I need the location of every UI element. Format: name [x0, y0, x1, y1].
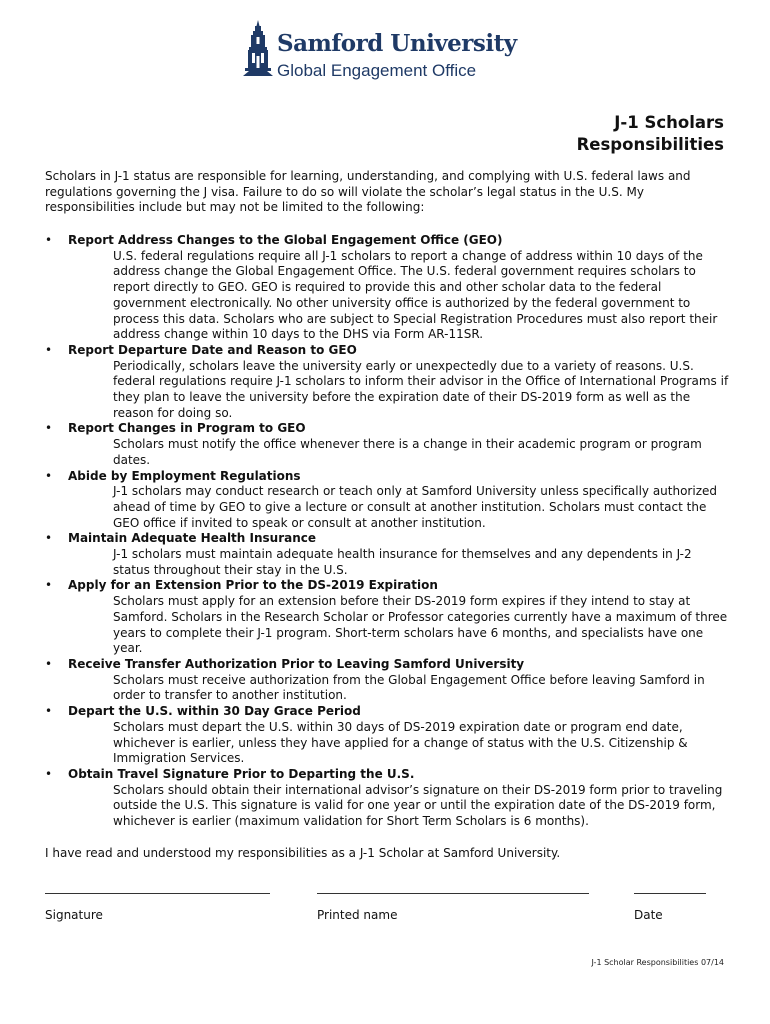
- bullet-icon: •: [45, 766, 53, 781]
- item-title: Report Departure Date and Reason to GEO: [68, 342, 357, 357]
- printed-name-line[interactable]: [317, 893, 589, 894]
- bullet-icon: •: [45, 578, 53, 593]
- date-label: Date: [634, 908, 663, 922]
- list-item: [45, 421, 730, 468]
- item-body: Scholars should obtain their international advisor’s signature on their DS-2019 form prior to traveling outside the U.S. This signature is valid for one year or until the expiration date of the DS-2019 form, whichever is earlier (maximum validation for Short Term Scholars is 6 months).: [113, 782, 723, 829]
- title-line-1: J-1 Scholars: [614, 113, 724, 132]
- document-title: [577, 112, 724, 156]
- footer: J-1 Scholar Responsibilities 07/14: [591, 958, 724, 967]
- item-title: Maintain Adequate Health Insurance: [68, 531, 317, 546]
- item-body: Scholars must apply for an extension before their DS-2019 form expires if they intend to stay at Samford. Scholars in the Research Scholar or Professor categories currently have a maximum of three years to complete their J-1 program. Short-term scholars have 6 months, and specialists have one year.: [113, 594, 728, 656]
- list-item: [45, 531, 730, 578]
- item-title: Abide by Employment Regulations: [68, 468, 301, 483]
- signature-label: Signature: [45, 908, 103, 922]
- item-body: Scholars must receive authorization from the Global Engagement Office before leaving Samford in order to transfer to another institution.: [113, 672, 705, 703]
- list-item: [45, 767, 730, 830]
- item-title: Apply for an Extension Prior to the DS-2019 Expiration: [68, 578, 438, 593]
- signature-line[interactable]: [45, 893, 270, 894]
- item-body: Scholars must notify the office whenever there is a change in their academic program or program dates.: [113, 437, 702, 467]
- item-title: Report Changes in Program to GEO: [68, 421, 306, 436]
- printed-name-label: Printed name: [317, 908, 398, 922]
- responsibilities-list: [45, 233, 730, 830]
- list-item: [45, 578, 730, 657]
- item-title: Depart the U.S. within 30 Day Grace Period: [68, 704, 361, 719]
- item-title: Receive Transfer Authorization Prior to Leaving Samford University: [68, 656, 525, 671]
- item-body: J-1 scholars must maintain adequate health insurance for themselves and any dependents in J-2 status throughout their stay in the U.S.: [113, 547, 692, 577]
- item-title: Obtain Travel Signature Prior to Departing the U.S.: [68, 766, 415, 781]
- title-line-2: Responsibilities: [576, 135, 724, 154]
- intro-paragraph: Scholars in J-1 status are responsible for learning, understanding, and complying with U.S. federal laws and regulations governing the J visa. Failure to do so will violate the scholar’s legal status in the U.S. My responsibilities include but may not be limited to the following:: [45, 169, 691, 215]
- tower-icon: [243, 20, 273, 78]
- bullet-icon: •: [45, 468, 53, 483]
- list-item: [45, 233, 730, 343]
- bullet-icon: •: [45, 656, 53, 671]
- bullet-icon: •: [45, 531, 53, 546]
- list-item: [45, 657, 730, 704]
- logo: [243, 20, 533, 80]
- list-item: [45, 469, 730, 532]
- list-item: [45, 343, 730, 422]
- bullet-icon: •: [45, 342, 53, 357]
- university-name: Samford University: [277, 30, 517, 57]
- office-name: Global Engagement Office: [277, 61, 477, 80]
- item-body: Scholars must depart the U.S. within 30 days of DS-2019 expiration date or program end date, whichever is earlier, unless they have applied for a change of status with the U.S. Citizenship & Immigration Services.: [113, 719, 688, 766]
- item-body: Periodically, scholars leave the university early or unexpectedly due to a variety of reasons. U.S. federal regulations require J-1 scholars to inform their advisor in the Office of International Programs if they plan to leave the university before the expiration date of their DS-2019 form as well as the reason for doing so.: [113, 358, 729, 420]
- acknowledgement: I have read and understood my responsibilities as a J-1 Scholar at Samford University.: [45, 846, 561, 860]
- bullet-icon: •: [45, 704, 53, 719]
- date-line[interactable]: [634, 893, 706, 894]
- list-item: [45, 704, 730, 767]
- item-body: J-1 scholars may conduct research or teach only at Samford University unless specifically authorized ahead of time by GEO to give a lecture or consult at another institution. Scholars must contact the GEO office if invited to speak or consult at another institution.: [113, 484, 717, 530]
- bullet-icon: •: [45, 421, 53, 436]
- bullet-icon: •: [45, 233, 53, 247]
- item-body: U.S. federal regulations require all J-1 scholars to report a change of address within 10 days of the address change the Global Engagement Office. The U.S. federal government requires scholars to report directly to GEO. GEO is required to provide this and other scholar data to the federal government electronically. No other university office is authorized by the federal government to process this data. Scholars who are subject to Special Registration Procedures must also report their address change within 10 days to the DHS via Form AR-11SR.: [113, 248, 718, 342]
- item-title: Report Address Changes to the Global Engagement Office (GEO): [68, 233, 503, 247]
